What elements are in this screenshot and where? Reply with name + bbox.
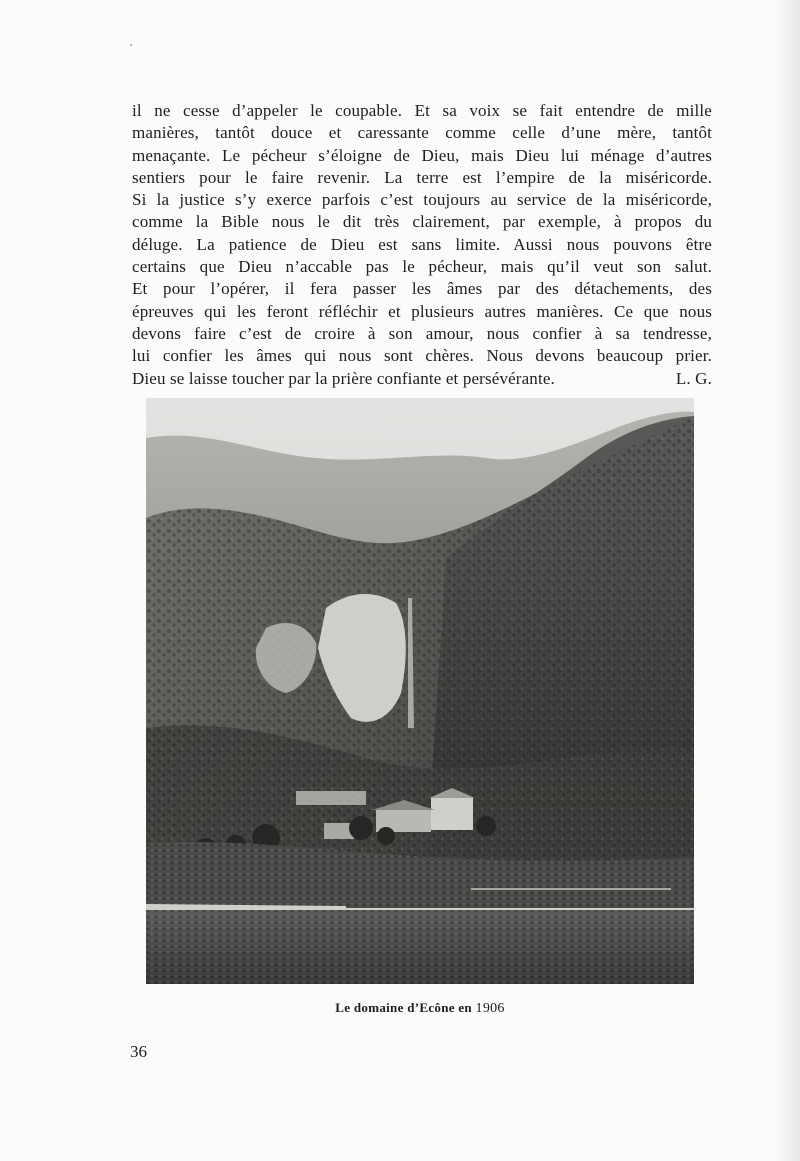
text-line: Dieu se laisse toucher par la prière confiante et persévérante.: [132, 368, 555, 388]
text-line: manières, tantôt douce et caressante comme celle d’une mère, tantôt: [132, 123, 712, 143]
text-line: lui confier les âmes qui nous sont chères. Nous devons beaucoup prier.: [132, 346, 712, 366]
foreground-crops: [146, 910, 694, 984]
text-line: épreuves qui les feront réfléchir et plusieurs autres manières. Ce que nous: [132, 301, 712, 321]
photo-illustration: [146, 398, 694, 984]
text-line-last: [132, 368, 712, 390]
author-signature: L. G.: [675, 368, 712, 388]
text-line: certains que Dieu n’accable pas le pécheur, mais qu’il veut son salut.: [132, 257, 712, 277]
text-line: comme la Bible nous le dit très clairement, par exemple, à propos du: [132, 212, 712, 232]
caption-year: 1906: [475, 1001, 505, 1016]
page-edge-shadow: [774, 0, 800, 1161]
text-line: menaçante. Le pécheur s’éloigne de Dieu, mais Dieu lui ménage d’autres: [132, 145, 712, 165]
text-line: il ne cesse d’appeler le coupable. Et sa voix se fait entendre de mille: [132, 101, 712, 120]
caption-label: Le domaine d’Ecône en: [335, 1000, 472, 1015]
page-number: 36: [130, 1042, 147, 1061]
text-line: sentiers pour le faire revenir. La terre est l’empire de la miséricorde.: [132, 167, 712, 187]
text-line: Si la justice s’y exerce parfois c’est toujours au service de la miséricorde,: [132, 190, 712, 210]
landscape-photo: [146, 398, 694, 984]
fence-line: [471, 888, 671, 890]
figure-caption: [146, 1000, 694, 1017]
body-paragraph: [132, 100, 712, 390]
paper-speck: [130, 44, 132, 46]
text-line: déluge. La patience de Dieu est sans limite. Aussi nous pouvons être: [132, 234, 712, 254]
text-line: devons faire c’est de croire à son amour, nous confier à sa tendresse,: [132, 323, 712, 343]
text-line: Et pour l’opérer, il fera passer les âmes par des détachements, des: [132, 279, 712, 299]
